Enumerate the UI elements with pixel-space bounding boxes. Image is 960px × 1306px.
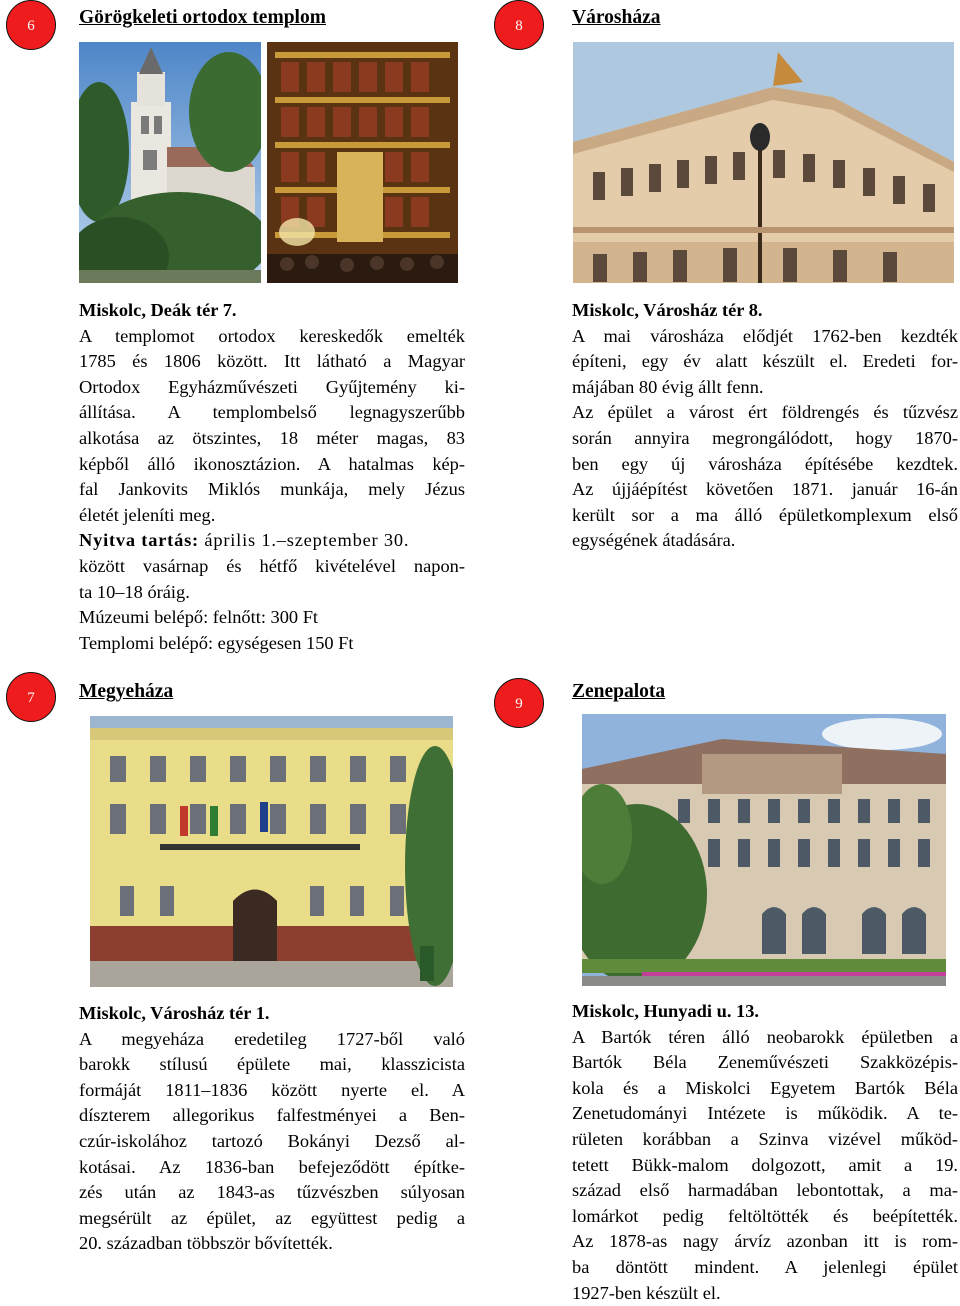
section-number-badge: 7 xyxy=(6,672,56,722)
text-line: Az épület a várost ért földrengés és tűzvész xyxy=(572,402,958,423)
text-line: zés után az 1843-as tűzvészben súlyosan xyxy=(79,1182,465,1203)
text-line: került sor a ma álló épületkomplexum első xyxy=(572,504,958,525)
text-line: rületen korábban a Szinva vizével működ- xyxy=(572,1128,958,1149)
address: Miskolc, Hunyadi u. 13. xyxy=(572,1001,760,1021)
text-line: megsérült az épület, az együttest pedig a xyxy=(79,1207,465,1228)
iconostasis-photo xyxy=(267,42,458,283)
opening-hours-line xyxy=(79,528,465,554)
section-text xyxy=(79,1001,465,1257)
text-line: képből álló ikonosztázion. A hatalmas kép- xyxy=(79,453,465,474)
section-text xyxy=(572,298,958,554)
address: Miskolc, Városház tér 1. xyxy=(79,1003,270,1023)
text-line: formáját 1811–1836 között nyerte el. A xyxy=(79,1079,465,1100)
text-line: 1785 és 1806 között. Itt látható a Magyar xyxy=(79,351,465,372)
text-line: egységének átadására. xyxy=(572,530,736,551)
address: Miskolc, Városház tér 8. xyxy=(572,300,763,320)
section-title: Zenepalota xyxy=(572,681,666,702)
text-line: életét jeleníti meg. xyxy=(79,504,216,525)
text-line: Templomi belépő: egységesen 150 Ft xyxy=(79,632,354,653)
section-number-badge: 9 xyxy=(494,678,544,728)
text-line: Ortodox Egyházművészeti Gyűjtemény ki- xyxy=(79,376,465,397)
text-line: század első harmadában lebontottak, a ma- xyxy=(572,1180,958,1201)
county-hall-photo xyxy=(90,716,453,987)
text-line: A Bartók téren álló neobarokk épületben a xyxy=(572,1026,958,1047)
text-line: díszterem allegorikus falfestményei a Ben- xyxy=(79,1105,465,1126)
opening-hours-label: Nyitva tartás: xyxy=(79,530,199,551)
text-line: során annyira megrongálódott, hogy 1870- xyxy=(572,427,958,448)
text-line: májában 80 évig állt fenn. xyxy=(572,376,764,397)
text-line: lomárkot pedig feltöltötték és beépítették. xyxy=(572,1205,958,1226)
text-line: A mai városháza elődjét 1762-ben kezdték xyxy=(572,325,958,346)
text-line: 20. században többször bővítették. xyxy=(79,1233,333,1254)
text-line: állítása. A templombelső legnagyszerűbb xyxy=(79,402,465,423)
text-line: ben egy új városháza építésébe kezdtek. xyxy=(572,453,958,474)
text-line: Múzeumi belépő: felnőtt: 300 Ft xyxy=(79,607,319,628)
text-line: A megyeháza eredetileg 1727-ből való xyxy=(79,1028,465,1049)
text-line: Bartók Béla Zeneművészeti Szakközépis- xyxy=(572,1052,958,1073)
section-number-badge: 6 xyxy=(6,0,56,50)
opening-hours-value: április 1.–szeptember 30. xyxy=(198,530,410,551)
text-line: fal Jankovits Miklós munkája, mely Jézus xyxy=(79,479,465,500)
text-line: építeni, egy év alatt készült el. Eredeti for- xyxy=(572,351,958,372)
section-title: Városháza xyxy=(572,7,661,28)
text-line: ba döntött mindent. A jelenlegi épület xyxy=(572,1256,958,1277)
text-line: Zenetudományi Intézete is működik. A te- xyxy=(572,1103,958,1124)
text-line: czúr-iskolához tartozó Bokányi Dezső al- xyxy=(79,1130,465,1151)
city-hall-photo xyxy=(573,42,954,283)
text-line: Az újjáépítést követően 1871. január 16-án xyxy=(572,479,958,500)
text-line: kola és a Miskolci Egyetem Bartók Béla xyxy=(572,1077,958,1098)
text-line: A templomot ortodox kereskedők emelték xyxy=(79,325,465,346)
section-text xyxy=(572,999,958,1306)
address: Miskolc, Deák tér 7. xyxy=(79,300,237,320)
section-title: Görögkeleti ortodox templom xyxy=(79,7,326,28)
text-line: kotásai. Az 1836-ban befejeződött építke- xyxy=(79,1156,465,1177)
text-line: alkotása az ötszintes, 18 méter magas, 83 xyxy=(79,427,465,448)
section-number-badge: 8 xyxy=(494,0,544,50)
text-line: Az 1878-as nagy árvíz azonban itt is rom- xyxy=(572,1231,958,1252)
music-palace-photo xyxy=(582,714,946,986)
text-line: között vasárnap és hétfő kivételével napon- xyxy=(79,555,465,576)
text-line: 1927-ben készült el. xyxy=(572,1282,721,1303)
church-tower-photo xyxy=(79,42,261,283)
section-text xyxy=(79,298,465,656)
text-line: ta 10–18 óráig. xyxy=(79,581,190,602)
section-title: Megyeháza xyxy=(79,681,174,702)
text-line: barokk stílusú épülete mai, klasszicista xyxy=(79,1054,465,1075)
text-line: tetett Bükk-malom dolgozott, amit a 19. xyxy=(572,1154,958,1175)
